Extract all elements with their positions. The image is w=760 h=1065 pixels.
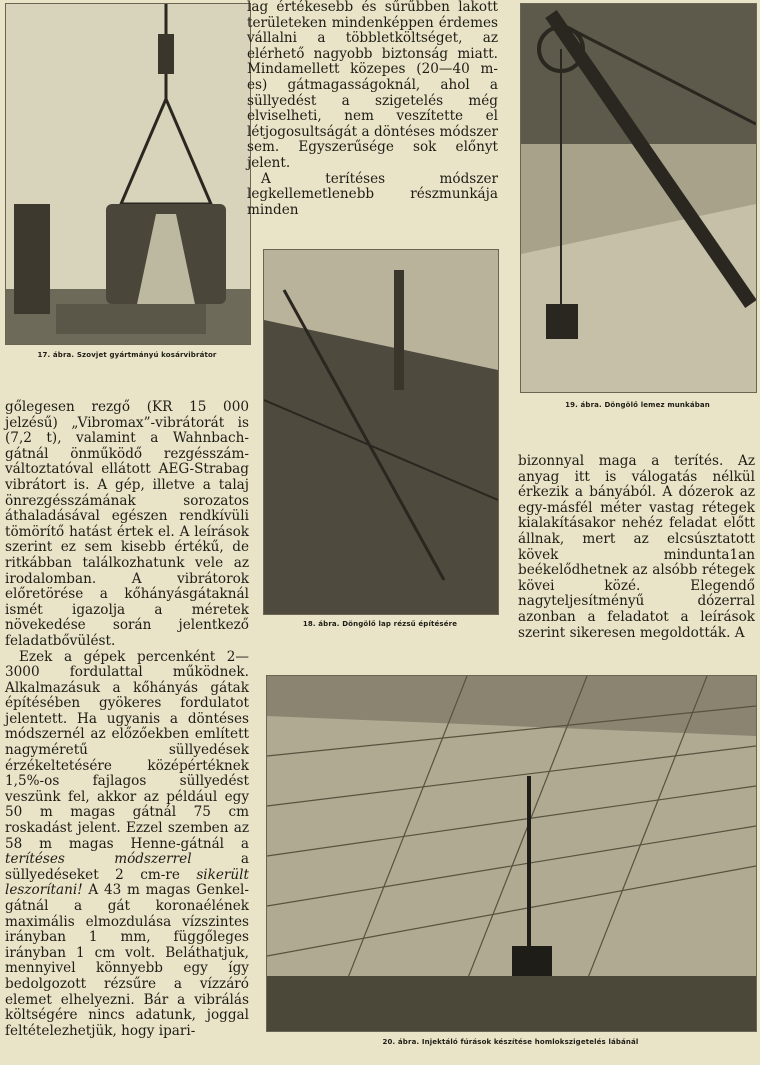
figure-20-caption: 20. ábra. Injektáló fúrások készítése homlokszigetelés lábánál: [382, 1038, 639, 1046]
figure-18-caption: 18. ábra. Döngölő lap rézsű építésére: [302, 620, 458, 628]
text-run: a süllyedéseket 2 cm-re: [5, 851, 249, 883]
emphasis: sikerült leszorítani!: [5, 866, 249, 899]
crane-photo-icon: [521, 4, 756, 392]
paragraph: bizonnyal maga a terítés. Az anyag itt is válogatás nélkül érkezik a bányából. A dózerok az egy-másfél méter vastag rétegek kialakításakor nehéz feladat előtt állnak, mert az elcsúsztatott kövek mindunta1an beékelődhetnek az alsóbb rétegek kövei közé. Elegendő nagyteljesítményű dózerral azonban a feladatot a leírások szerint sikeresen megoldották. A: [518, 453, 755, 641]
text-run: Ezek a gépek percenként 2—3000 fordulattal működnek. Alkalmazásuk a kőhányás gátak építésében gyökeres fordulatot jelentett. Ha ugyanis a döntéses módszernél az előzőekben említett nagyméretű süllyedések érzékeltetésére középértéknek 1,5%-os fajlagos süllyedést veszünk fel, akkor az például egy 50 m magas gátnál 75 cm roskadást jelent. Ezzel szemben az 58 m magas Henne-gátnál a: [5, 648, 249, 852]
figure-17-caption: 17. ábra. Szovjet gyártmányú kosárvibrátor: [37, 351, 217, 359]
figure-17-photo: [5, 3, 251, 345]
emphasis: terítéses módszerrel: [5, 851, 192, 868]
paragraph: [5, 650, 249, 1040]
text-column-right: [518, 454, 755, 641]
figure-19-photo: [520, 3, 757, 393]
figure-18-photo: [263, 249, 499, 615]
paragraph: gőlegesen rezgő (KR 15 000 jelzésű) „Vibromax”-vibrátorát is (7,2 t), valamint a Wahnbach-gátnál önműködő rezgésszám-változtatóval ellátott AEG-Strabag vibrátort is. A gép, illetve a talaj önrezgésszámának sorozatos áthaladásával egészen rendkívüli tömörítő hatást értek el. A leírások szerint ez sem kisebb értékű, de ritkábban találkozhatunk vele az irodalomban. A vibrátorok előretörése a kőhányásgátaknál ismét igazolja a méretek növekedése során jelentkező feladatbővülést.: [5, 399, 249, 649]
text-column-left: [5, 400, 249, 1039]
figure-20-photo: [266, 675, 757, 1032]
paragraph: lag értékesebb és sűrűbben lakott területeken mindenképpen érdemes vállalni a többletköltséget, az elérhető nagyobb biztonság miatt. Mindamellett közepes (20—40 m-es) gátmagasságoknál, ahol a süllyedést a szigetelés még elviselheti, nem veszítette el létjogosultságát a döntéses módszer sem. Egyszerűsége sok előnyt jelent.: [247, 0, 498, 171]
slope-photo-icon: [264, 250, 498, 614]
dam-drilling-photo-icon: [267, 676, 756, 1031]
text-column-top-middle: [247, 0, 498, 218]
text-run: A 43 m magas Genkel-gátnál a gát koronaélének maximális elmozdulása vízszintes irányban 1 mm, függőleges irányban 1 cm volt. Beláthatjuk, mennyivel könnyebb egy így bedolgozott rézsűre a vízzáró elemet elhelyezni. Bár a vibrálás költségére nincs adatunk, joggal feltételezhetjük, hogy ipari-: [5, 882, 249, 1039]
vibrator-photo-icon: [6, 4, 250, 344]
paragraph: A terítéses módszer legkellemetlenebb részmunkája minden: [247, 170, 498, 218]
figure-19-caption: 19. ábra. Döngölő lemez munkában: [565, 401, 710, 409]
